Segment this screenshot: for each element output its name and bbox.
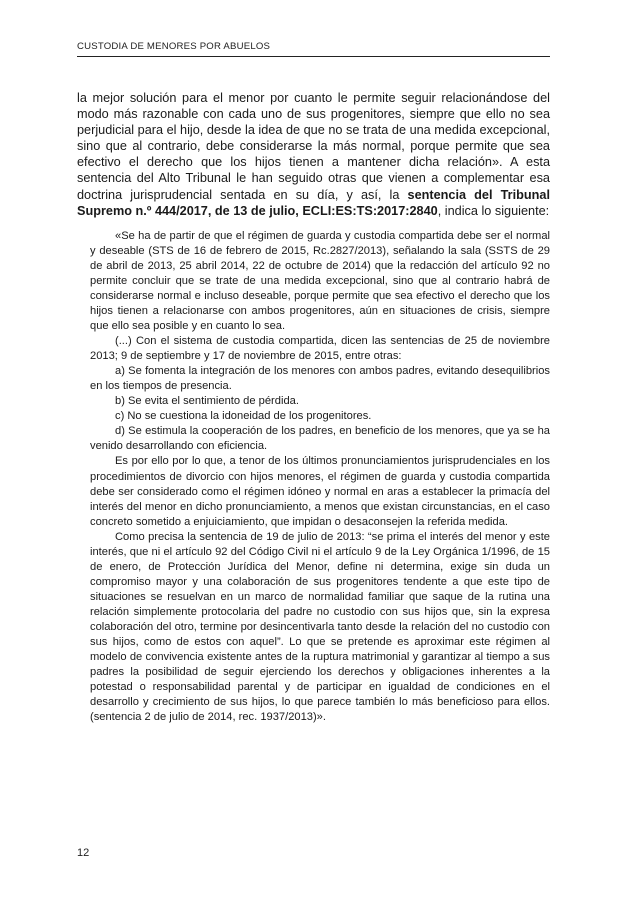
intro-tail: , indica lo siguiente: (437, 203, 550, 218)
page-body (77, 90, 550, 725)
cited-ruling: sentencia del Tribunal Supremo n.º 444/2017, de 13 de julio, ECLI:ES:TS:2017:2840 (77, 187, 550, 218)
header-rule (77, 56, 550, 57)
quote-list-item-c: c) No se cuestiona la idoneidad de los progenitores. (115, 410, 372, 423)
quote-list-item-b: b) Se evita el sentimiento de pérdida. (115, 395, 299, 408)
quote-paragraph: Como precisa la sentencia de 19 de julio de 2013: “se prima el interés del menor y este interés, que ni el artículo 92 del Código Civil ni el artículo 9 de la Ley Orgánica 1/1996, de 15 de enero, de Protección Jurídica del Menor, define ni determina, exige sin duda un compromiso mayor y una colaboración de sus progenitores tendente a que este tipo de situaciones se resuelvan en un marco de normalidad familiar que saque de la rutina una relación simplemente protocolaria del padre no custodio con sus hijos que, sin la expresa colaboración del otro, termine por desincentivarla tanto desde la relación del no custodio con sus hijos, como de estos con aquel”. Lo que se pretende es aproximar este régimen al modelo de convivencia existente antes de la ruptura matrimonial y garantizar al tiempo a sus padres la posibilidad de seguir ejerciendo los derechos y obligaciones inherentes a la potestad o responsabilidad parental y de participar en igualdad de condiciones en el desarrollo y crecimiento de sus hijos, lo que parece también lo más beneficioso para ellos. (sentencia 2 de julio de 2014, rec. 1937/2013)». (90, 530, 550, 724)
page-number: 12 (77, 847, 90, 859)
quote-paragraph: (...) Con el sistema de custodia compartida, dicen las sentencias de 25 de noviembre 2013; 9 de septiembre y 17 de noviembre de 2015, entre otras: (90, 335, 550, 363)
intro-paragraph (77, 90, 550, 219)
block-quote (77, 229, 550, 726)
intro-text: la mejor solución para el menor por cuanto le permite seguir relacionándose del modo más razonable con cada uno de sus progenitores, siempre que ello no sea perjudicial para el hijo, desde la idea de que no se trata de una medida excepcional, sino que al contrario, debe considerarse la más normal, porque permite que sea efectivo el derecho que los hijos tienen a mantener dicha relación». A esta sentencia del Alto Tribunal le han seguido otras que vienen a complementar esa doctrina jurisprudencial sentada en su día, y así, la (77, 91, 550, 202)
quote-list-item-a: a) Se fomenta la integración de los menores con ambos padres, evitando desequilibrios en los tiempos de presencia. (90, 365, 550, 393)
quote-paragraph: Es por ello por lo que, a tenor de los últimos pronunciamientos jurisprudenciales en los procedimientos de divorcio con hijos menores, el régimen de guarda y custodia compartida debe ser considerado como el régimen idóneo y normal en aras a establecer la primacía del interés del menor en dicho pronunciamiento, a menos que existan circunstancias, en el caso concreto sometido a enjuiciamiento, que impidan o desaconsejen la referida medida. (90, 455, 550, 528)
running-header-title: CUSTODIA DE MENORES POR ABUELOS (77, 41, 271, 52)
quote-paragraph: «Se ha de partir de que el régimen de guarda y custodia compartida debe ser el normal y deseable (STS de 16 de febrero de 2015, Rc.2827/2013), señalando la sala (SSTS de 29 de abril de 2013, 25 abril 2014, 22 de octubre de 2014) que la redacción del artículo 92 no permite concluir que se trate de una medida excepcional, sino que al contrario habrá de considerarse normal e incluso deseable, porque permite que sea efectivo el derecho que los hijos tienen a relacionarse con ambos progenitores, aún en situaciones de crisis, siempre que ello sea posible y en cuanto lo sea. (90, 229, 550, 333)
quote-list-item-d: d) Se estimula la cooperación de los padres, en beneficio de los menores, que ya se ha venido desarrollando con eficiencia. (90, 425, 550, 453)
